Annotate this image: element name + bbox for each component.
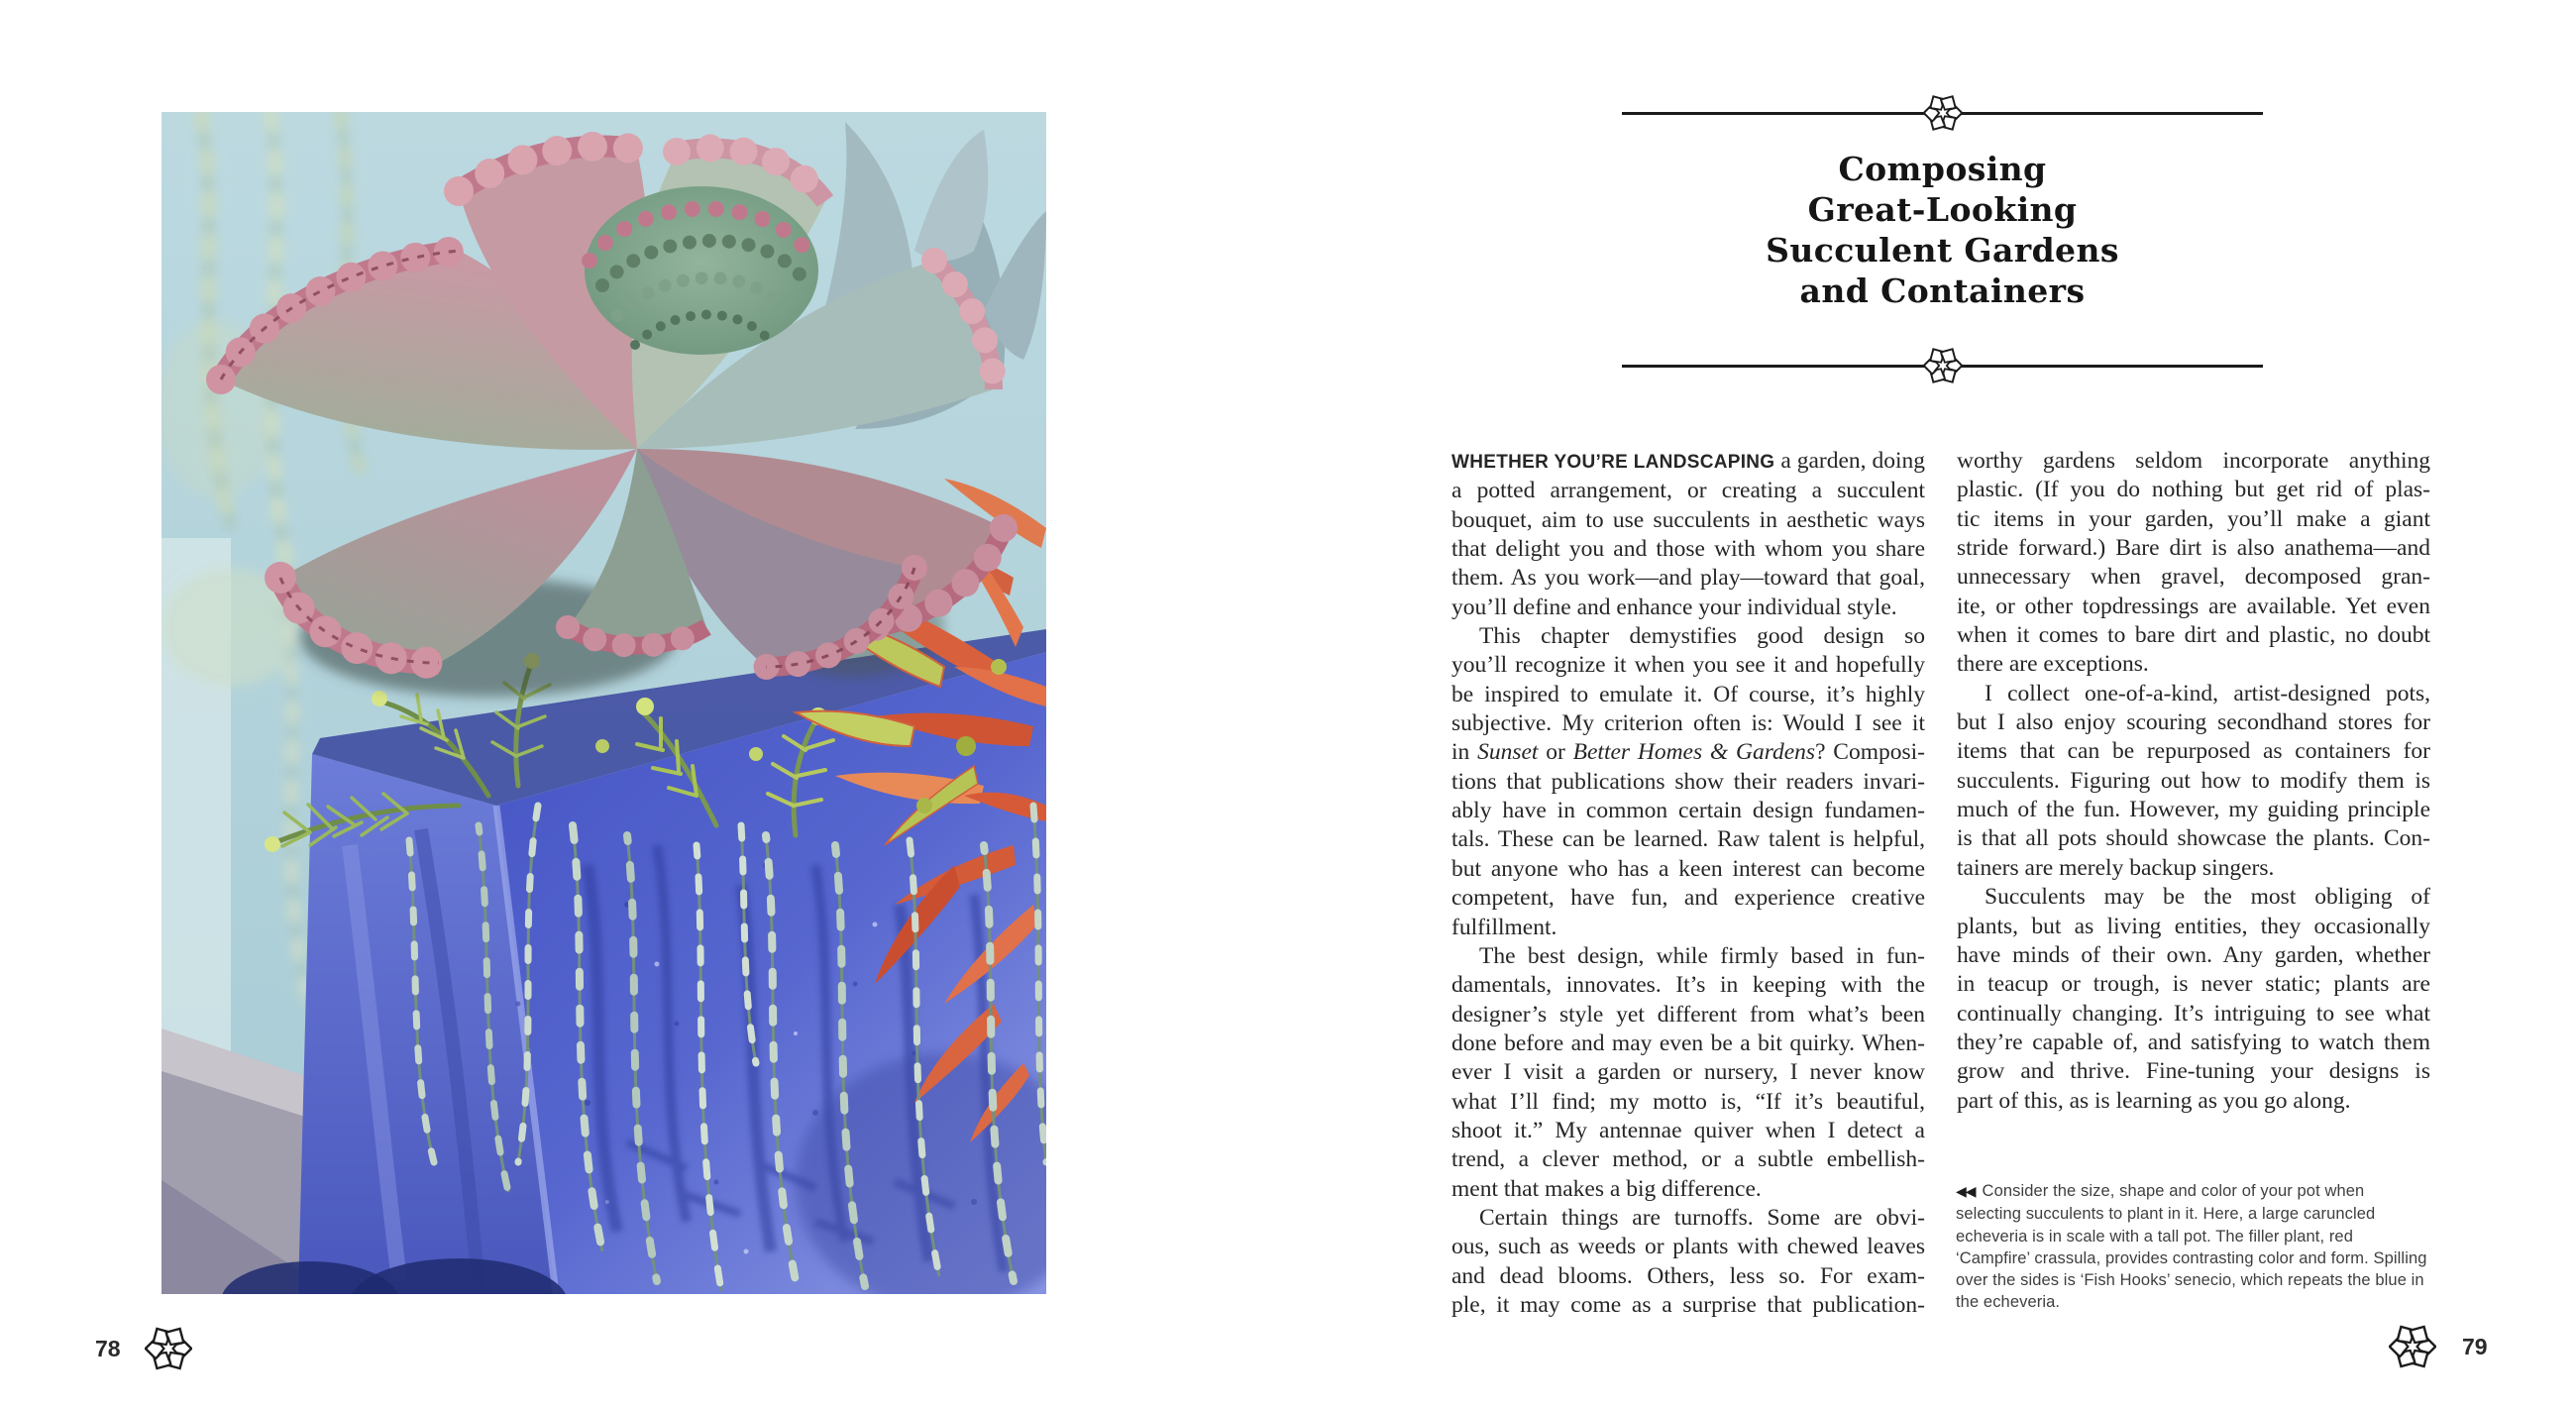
flower-ornament-icon <box>1923 346 1963 385</box>
text-line: plants, but as living entities, they occasionally <box>1957 913 2430 939</box>
photo-illustration <box>161 112 1046 1294</box>
succulent-container-photo <box>161 112 1046 1294</box>
chapter-title-line: and Containers <box>1799 271 2086 310</box>
text-line: that delight you and those with whom you share <box>1451 536 1925 563</box>
double-left-arrow-icon: ◀◀ <box>1956 1184 1976 1200</box>
text-line: is that all pots should showcase the plants. Con- <box>1957 825 2430 852</box>
text-line: fulfillment. <box>1451 914 1557 940</box>
text-line: tals. These can be learned. Raw talent is helpful, <box>1451 826 1925 853</box>
text-line: you’ll recognize it when you see it and hopefully <box>1451 652 1925 679</box>
caption-line: the echeveria. <box>1956 1293 2061 1312</box>
flower-ornament-icon <box>145 1325 192 1372</box>
page-number-left: 78 <box>95 1335 121 1361</box>
page-footer-right <box>2389 1323 2488 1370</box>
text-line: competent, have fun, and experience creative <box>1451 885 1925 912</box>
text-line: in teacup or trough, is never static; plants are <box>1957 971 2430 998</box>
text-line: shoot it.” My antennae quiver when I detect a <box>1451 1117 1925 1143</box>
flower-ornament-icon <box>2389 1323 2436 1370</box>
text-line: there are exceptions. <box>1957 651 2149 678</box>
text-line: tic items in your garden, you’ll make a giant <box>1957 505 2430 532</box>
text-line: be inspired to emulate it. Of course, it’s highly <box>1451 681 1925 707</box>
text-line: ite, or other topdressings are available. Yet even <box>1957 593 2430 619</box>
text-line: trend, a clever method, or a subtle embellish- <box>1451 1146 1925 1173</box>
text-line: damentals, innovates. It’s in keeping with the <box>1451 972 1925 999</box>
text-line: much of the fun. However, my guiding principle <box>1957 797 2430 823</box>
body-column-1 <box>1451 447 1925 1320</box>
caption-line: ◀◀ Consider the size, shape and color of your pot when <box>1956 1182 2365 1200</box>
body-column-2 <box>1957 447 2430 1116</box>
text-line: tainers are merely backup singers. <box>1957 854 2275 881</box>
text-line: but anyone who has a keen interest can become <box>1451 855 1925 882</box>
page-number-right: 79 <box>2462 1333 2488 1359</box>
text-line: items that can be repurposed as containers for <box>1957 738 2430 765</box>
text-line: stride forward.) Bare dirt is also anathema—and <box>1957 535 2430 562</box>
text-line: them. As you work—and play—toward that goal, <box>1451 565 1925 592</box>
text-line: succulents. Figuring out how to modify them is <box>1957 767 2430 794</box>
flower-ornament-icon <box>1923 93 1963 133</box>
text-line: I collect one-of-a-kind, artist-designed pots, <box>1985 680 2430 706</box>
text-line: subjective. My criterion often is: Would I see it <box>1451 710 1925 737</box>
text-line: grow and thrive. Fine-tuning your designs is <box>1957 1058 2430 1085</box>
text-line: they’re capable of, and satisfying to watch them <box>1957 1029 2430 1055</box>
text-line: ous, such as weeds or plants with chewed leaves <box>1451 1234 1925 1260</box>
text-line: WHETHER YOU’RE LANDSCAPING a garden, doing <box>1451 448 1925 474</box>
text-line: when it comes to bare dirt and plastic, no doubt <box>1957 622 2430 649</box>
text-line: worthy gardens seldom incorporate anything <box>1957 448 2430 474</box>
chapter-title-line: Composing <box>1838 150 2047 188</box>
caption-line: selecting succulents to plant in it. Here, a large caruncled <box>1956 1205 2376 1224</box>
text-line: ever I visit a garden or nursery, I never know <box>1451 1059 1925 1086</box>
text-line: a potted arrangement, or creating a succulent <box>1451 478 1925 504</box>
caption-line: over the sides is ‘Fish Hooks’ senecio, which repeats the blue in <box>1956 1271 2424 1290</box>
text-line: have minds of their own. Any garden, whether <box>1957 941 2430 968</box>
text-line: ment that makes a big difference. <box>1451 1175 1762 1202</box>
paragraph-lead-in: WHETHER YOU’RE LANDSCAPING <box>1451 452 1775 473</box>
text-line: Succulents may be the most obliging of <box>1985 884 2430 911</box>
page-footer-left <box>95 1325 192 1372</box>
photo-caption <box>1956 1180 2456 1314</box>
text-line: plastic. (If you do nothing but get rid of plas- <box>1957 477 2430 503</box>
text-line: done before and may even be a bit quirky. When- <box>1451 1030 1925 1056</box>
text-line: designer’s style yet different from what’s been <box>1451 1001 1925 1028</box>
text-line: ple, it may come as a surprise that publication- <box>1451 1291 1925 1318</box>
text-line: in Sunset or Better Homes & Gardens? Composi- <box>1451 739 1926 766</box>
caption-line: echeveria is in scale with a tall pot. The filler plant, red <box>1956 1227 2353 1246</box>
text-line: but I also enjoy scouring secondhand stores for <box>1957 709 2430 736</box>
text-line: tions that publications show their readers invari- <box>1451 768 1925 795</box>
text-line: Certain things are turnoffs. Some are obvi- <box>1479 1204 1925 1231</box>
text-line: and dead blooms. Others, less so. For exam- <box>1451 1262 1925 1289</box>
text-line: continually changing. It’s intriguing to see what <box>1957 1000 2430 1027</box>
chapter-title-line: Great-Looking <box>1807 190 2078 229</box>
text-line: part of this, as is learning as you go along. <box>1957 1087 2351 1114</box>
text-line: bouquet, aim to use succulents in aesthetic ways <box>1451 506 1925 533</box>
text-line: unnecessary when gravel, decomposed gran- <box>1957 564 2430 591</box>
text-line: what I’ll find; my motto is, “If it’s beautiful, <box>1451 1088 1925 1115</box>
text-line: This chapter demystifies good design so <box>1479 623 1925 650</box>
text-line: The best design, while firmly based in fun- <box>1479 942 1925 969</box>
text-line: you’ll define and enhance your individual style. <box>1451 594 1897 620</box>
chapter-title <box>1622 149 2263 311</box>
text-line: ably have in common certain design fundamen- <box>1451 798 1925 824</box>
chapter-title-line: Succulent Gardens <box>1766 231 2119 270</box>
caption-line: ‘Campfire’ crassula, provides contrasting color and form. Spilling <box>1956 1248 2427 1267</box>
